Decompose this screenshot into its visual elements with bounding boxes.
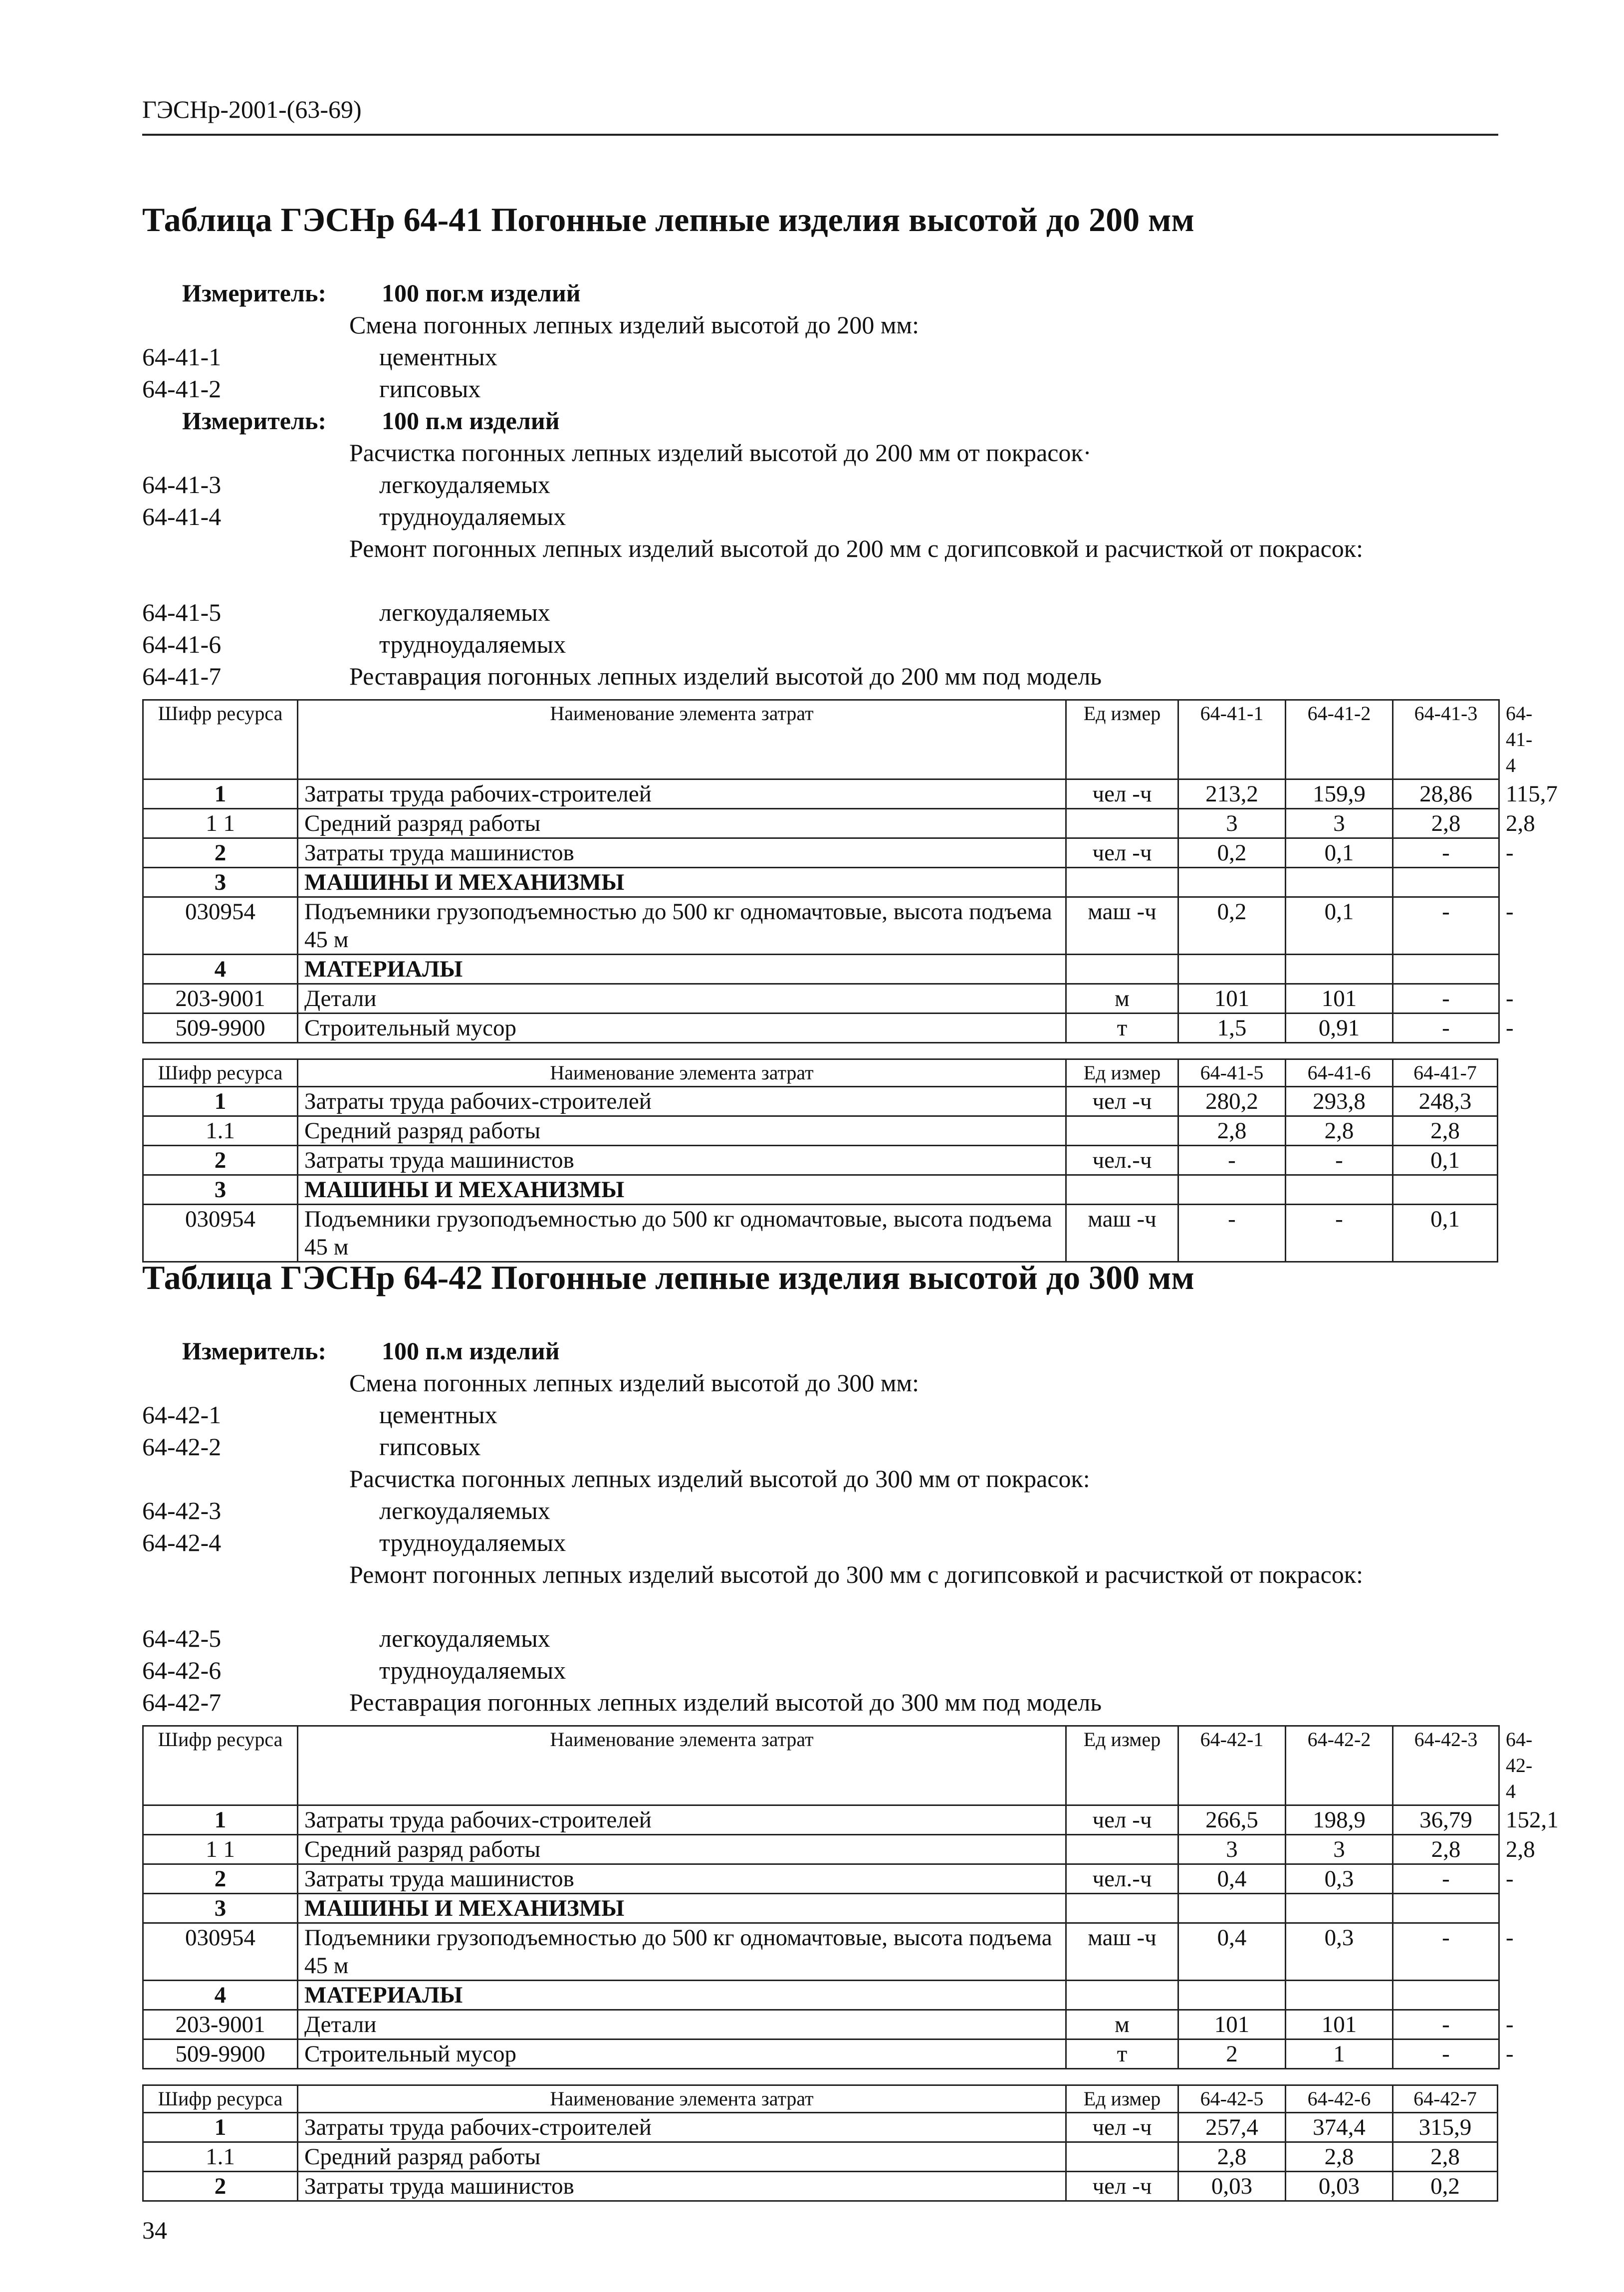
cell: [1066, 809, 1178, 838]
cell: 0,4: [1178, 1864, 1286, 1894]
cell: чел -ч: [1066, 1805, 1178, 1835]
group-title-line: [142, 1463, 1498, 1495]
cell: Подъемники грузоподъемностью до 500 кг одномачтовые, высота подъема 45 м: [298, 1205, 1066, 1262]
cell: 257,4: [1178, 2113, 1286, 2142]
table-row: [143, 1894, 1499, 1923]
cell: 1 1: [143, 1835, 298, 1864]
cell: [1286, 1175, 1393, 1205]
cell: 2,8: [1286, 2142, 1393, 2172]
cell: м: [1066, 984, 1178, 1014]
work-item: [142, 1686, 1498, 1718]
table-row: [143, 1205, 1498, 1262]
header-rule: [142, 134, 1498, 136]
cell: МАШИНЫ И МЕХАНИЗМЫ: [298, 868, 1066, 897]
group-title: Ремонт погонных лепных изделий высотой до 300 мм с догипсовкой и расчисткой от покрасок:: [349, 1560, 1363, 1588]
item-code: 64-42-6: [142, 1656, 222, 1684]
cell: -: [1393, 984, 1499, 1014]
cell: чел -ч: [1066, 1087, 1178, 1116]
measure-value: 100 пог.м изделий: [382, 279, 581, 307]
item-code: 64-41-4: [142, 503, 222, 530]
work-item: [142, 469, 1498, 501]
header-cell: Наименование элемента затрат: [298, 1059, 1066, 1087]
cell: 0,4: [1178, 1923, 1286, 1981]
header-cell: 64-41-3: [1393, 700, 1499, 779]
item-text: гипсовых: [379, 1433, 481, 1461]
cell: -: [1286, 1205, 1393, 1262]
cell: м: [1066, 2010, 1178, 2039]
cell: 101: [1178, 984, 1286, 1014]
header-cell: 64-42-7: [1393, 2085, 1498, 2113]
cell: 0,3: [1286, 1864, 1393, 1894]
work-item: [142, 373, 1498, 405]
cell: 0,2: [1393, 2172, 1498, 2201]
header-cell: Шифр ресурса: [143, 1726, 298, 1805]
cell: 509-9900: [143, 2039, 298, 2069]
table-header-row: Шифр ресурса Наименование элемента затрат Ед измер 64-42-1 64-42-2 64-42-3 64-42-4: [143, 1726, 1499, 1805]
table-row: 1 Затраты труда рабочих-строителей чел -ч 266,5 198,9 36,79 152,1: [143, 1805, 1499, 1835]
cell: [1178, 868, 1286, 897]
cell: 1 1: [143, 809, 298, 838]
header-cell: Наименование элемента затрат: [298, 1726, 1066, 1805]
cell: чел -ч: [1066, 779, 1178, 809]
item-code: 64-42-1: [142, 1401, 222, 1429]
cell: 203-9001: [143, 2010, 298, 2039]
cell: 0,3: [1286, 1923, 1393, 1981]
header-cell: Ед измер: [1066, 1059, 1178, 1087]
cell: 4: [143, 1981, 298, 2010]
cell: 3: [1286, 1835, 1393, 1864]
header-cell: 64-41-5: [1178, 1059, 1286, 1087]
cell: [1393, 955, 1499, 984]
cell: [1066, 1981, 1178, 2010]
cell: 0,2: [1178, 838, 1286, 868]
item-code: 64-41-5: [142, 598, 222, 626]
header-cell: 64-41-6: [1286, 1059, 1393, 1087]
item-code: 64-42-3: [142, 1497, 222, 1525]
item-text: цементных: [379, 343, 497, 371]
header-cell: Ед измер: [1066, 700, 1178, 779]
cell: 1: [143, 2113, 298, 2142]
header-cell: 64-42-1: [1178, 1726, 1286, 1805]
work-item: [142, 1654, 1498, 1686]
item-text: легкоудаляемых: [379, 1497, 550, 1525]
header-cell: 64-41-7: [1393, 1059, 1498, 1087]
cell: 1: [1286, 2039, 1393, 2069]
table-row: 1 1 Средний разряд работы 3 3 2,8 2,8: [143, 809, 1499, 838]
item-text: трудноудаляемых: [379, 1528, 566, 1556]
table-row: 203-9001 Детали м 101 101 - -: [143, 2010, 1499, 2039]
cell: -: [1393, 838, 1499, 868]
work-item: [142, 1527, 1498, 1558]
work-item: [142, 660, 1498, 692]
item-code: 64-42-7: [142, 1688, 222, 1716]
cell: Детали: [298, 984, 1066, 1014]
header-cell: 64-42-2: [1286, 1726, 1393, 1805]
item-text: трудноудаляемых: [379, 630, 566, 658]
cell: [1393, 1175, 1498, 1205]
document-code-header: ГЭСНр-2001-(63-69): [142, 95, 362, 123]
cell: маш -ч: [1066, 1923, 1178, 1981]
table-row: [143, 955, 1499, 984]
measure-line: [142, 277, 1498, 309]
cell: [1178, 955, 1286, 984]
table-header-row: Шифр ресурса Наименование элемента затрат Ед измер 64-41-1 64-41-2 64-41-3 64-41-4: [143, 700, 1499, 779]
cell: -: [1393, 2039, 1499, 2069]
measure-value: 100 п.м изделий: [382, 1337, 560, 1365]
cell: Средний разряд работы: [298, 1835, 1066, 1864]
cell: 1: [143, 1805, 298, 1835]
cell: 2,8: [1393, 1116, 1498, 1146]
section-title: Таблица ГЭСНр 64-41 Погонные лепные изделия высотой до 200 мм: [142, 201, 1194, 239]
cell: 315,9: [1393, 2113, 1498, 2142]
cell: [1178, 1894, 1286, 1923]
cell: 2: [143, 1146, 298, 1175]
work-item: [142, 1622, 1498, 1654]
item-text: легкоудаляемых: [379, 598, 550, 626]
group-title: Расчистка погонных лепных изделий высотой до 300 мм от покрасок:: [349, 1465, 1090, 1493]
cell: маш -ч: [1066, 897, 1178, 955]
cell: 4: [143, 955, 298, 984]
cell: [1393, 868, 1499, 897]
cell: 3: [1178, 809, 1286, 838]
cell: [1066, 2142, 1178, 2172]
table-row: [143, 1146, 1498, 1175]
table-row: [143, 1175, 1498, 1205]
cell: 374,4: [1286, 2113, 1393, 2142]
cell: 2,8: [1393, 809, 1499, 838]
work-list: [142, 1335, 1498, 1718]
item-code: 64-41-2: [142, 375, 222, 403]
item-code: 64-41-6: [142, 630, 222, 658]
cell: [1286, 868, 1393, 897]
item-text: гипсовых: [379, 375, 481, 403]
cell: 2: [1178, 2039, 1286, 2069]
section-64-41: [142, 197, 1558, 1263]
cell: чел -ч: [1066, 838, 1178, 868]
cell: 0,1: [1286, 838, 1393, 868]
cell: маш -ч: [1066, 1205, 1178, 1262]
table-row: 1 1 Средний разряд работы 3 3 2,8 2,8: [143, 1835, 1499, 1864]
cell: 280,2: [1178, 1087, 1286, 1116]
group-title: Расчистка погонных лепных изделий высотой до 200 мм от покрасок·: [349, 439, 1092, 467]
cell: 101: [1286, 2010, 1393, 2039]
header-cell: 64-42-3: [1393, 1726, 1499, 1805]
cell: 1.1: [143, 1116, 298, 1146]
group-title-line: [142, 532, 1498, 596]
item-code: 64-41-1: [142, 343, 222, 371]
item-text: цементных: [379, 1401, 497, 1429]
cell: 0,2: [1178, 897, 1286, 955]
cell: 0,1: [1393, 1146, 1498, 1175]
table-row: 2 Затраты труда машинистов чел.-ч 0,4 0,3 - -: [143, 1864, 1499, 1894]
cell: Затраты труда рабочих-строителей: [298, 1087, 1066, 1116]
cell: Затраты труда рабочих-строителей: [298, 1805, 1066, 1835]
cell: 2,8: [1393, 2142, 1498, 2172]
header-cell: Ед измер: [1066, 2085, 1178, 2113]
cell: 3: [1286, 809, 1393, 838]
cell: 2,8: [1393, 1835, 1499, 1864]
table-row: 030954 Подъемники грузоподъемностью до 500 кг одномачтовые, высота подъема 45 м маш -ч 0,2 0,1 - -: [143, 897, 1499, 955]
cell: 293,8: [1286, 1087, 1393, 1116]
cell: 36,79: [1393, 1805, 1499, 1835]
work-item: [142, 1495, 1498, 1527]
table-row: [143, 2113, 1498, 2142]
cell: 3: [143, 868, 298, 897]
cell: 248,3: [1393, 1087, 1498, 1116]
cell: т: [1066, 2039, 1178, 2069]
cell: Подъемники грузоподъемностью до 500 кг одномачтовые, высота подъема 45 м: [298, 1923, 1066, 1981]
cell: [1393, 1894, 1499, 1923]
measure-label: Измеритель:: [182, 1337, 327, 1365]
table-row: [143, 1981, 1499, 2010]
cell: 159,9: [1286, 779, 1393, 809]
item-code: 64-42-4: [142, 1528, 222, 1556]
header-cell: 64-42-5: [1178, 2085, 1286, 2113]
work-item: [142, 501, 1498, 532]
cell: МАШИНЫ И МЕХАНИЗМЫ: [298, 1894, 1066, 1923]
cell: Строительный мусор: [298, 2039, 1066, 2069]
cell: 030954: [143, 1923, 298, 1981]
item-code: 64-41-3: [142, 471, 222, 499]
cell: 2: [143, 1864, 298, 1894]
cell: 2,8: [1286, 1116, 1393, 1146]
work-item: [142, 1431, 1498, 1463]
cell: [1393, 1981, 1499, 2010]
header-cell: 64-41-1: [1178, 700, 1286, 779]
cell: МАТЕРИАЛЫ: [298, 955, 1066, 984]
cell: 213,2: [1178, 779, 1286, 809]
group-title: Смена погонных лепных изделий высотой до 300 мм:: [349, 1369, 920, 1397]
cell: Средний разряд работы: [298, 1116, 1066, 1146]
cell: 101: [1178, 2010, 1286, 2039]
header-cell: Шифр ресурса: [143, 1059, 298, 1087]
cell: -: [1393, 1923, 1499, 1981]
item-text: Реставрация погонных лепных изделий высотой до 300 мм под модель: [349, 1688, 1102, 1716]
measure-label: Измеритель:: [182, 407, 327, 435]
cell: -: [1393, 1014, 1499, 1043]
cell: 0,91: [1286, 1014, 1393, 1043]
table-header-row: [143, 2085, 1498, 2113]
table-row: 1 Затраты труда рабочих-строителей чел -ч 213,2 159,9 28,86 115,7: [143, 779, 1499, 809]
table-row: 030954 Подъемники грузоподъемностью до 500 кг одномачтовые, высота подъема 45 м маш -ч 0,4 0,3 - -: [143, 1923, 1499, 1981]
cell: чел.-ч: [1066, 1146, 1178, 1175]
cell: [1066, 868, 1178, 897]
cell: 0,1: [1393, 1205, 1498, 1262]
cell: [1066, 1175, 1178, 1205]
cell: 0,03: [1178, 2172, 1286, 2201]
work-item: [142, 596, 1498, 628]
table-row: 509-9900 Строительный мусор т 2 1 - -: [143, 2039, 1499, 2069]
section-64-42: [142, 1255, 1559, 2202]
work-list: [142, 277, 1498, 692]
header-cell: Шифр ресурса: [143, 700, 298, 779]
cell: 509-9900: [143, 1014, 298, 1043]
cell: Детали: [298, 2010, 1066, 2039]
cell: Затраты труда рабочих-строителей: [298, 779, 1066, 809]
cell: 2: [143, 838, 298, 868]
measure-label: Измеритель:: [182, 279, 327, 307]
item-text: трудноудаляемых: [379, 503, 566, 530]
cell: -: [1178, 1205, 1286, 1262]
item-text: Реставрация погонных лепных изделий высотой до 200 мм под модель: [349, 662, 1102, 690]
cell: Средний разряд работы: [298, 809, 1066, 838]
cell: Затраты труда машинистов: [298, 838, 1066, 868]
cell: 1: [143, 779, 298, 809]
cell: 030954: [143, 1205, 298, 1262]
page-number: 34: [142, 2216, 167, 2244]
measure-value: 100 п.м изделий: [382, 407, 560, 435]
resource-table: [142, 1058, 1498, 1263]
cell: Затраты труда рабочих-строителей: [298, 2113, 1066, 2142]
cell: чел.-ч: [1066, 1864, 1178, 1894]
header-cell: Наименование элемента затрат: [298, 2085, 1066, 2113]
cell: 0,1: [1286, 897, 1393, 955]
cell: 3: [1178, 1835, 1286, 1864]
table-row: 509-9900 Строительный мусор т 1,5 0,91 - -: [143, 1014, 1499, 1043]
group-title-line: [142, 309, 1498, 341]
cell: 1.1: [143, 2142, 298, 2172]
cell: МАШИНЫ И МЕХАНИЗМЫ: [298, 1175, 1066, 1205]
cell: 3: [143, 1894, 298, 1923]
cell: -: [1178, 1146, 1286, 1175]
cell: чел -ч: [1066, 2172, 1178, 2201]
cell: 2,8: [1178, 1116, 1286, 1146]
cell: [1286, 1981, 1393, 2010]
cell: 28,86: [1393, 779, 1499, 809]
measure-line: [142, 405, 1498, 437]
cell: чел -ч: [1066, 2113, 1178, 2142]
section-title: Таблица ГЭСНр 64-42 Погонные лепные изделия высотой до 300 мм: [142, 1259, 1194, 1296]
cell: 101: [1286, 984, 1393, 1014]
header-cell: 64-41-2: [1286, 700, 1393, 779]
table-row: [143, 2142, 1498, 2172]
table-row: [143, 868, 1499, 897]
cell: Средний разряд работы: [298, 2142, 1066, 2172]
cell: [1286, 955, 1393, 984]
resource-table: [142, 699, 1558, 1043]
cell: 1: [143, 1087, 298, 1116]
table-header-row: [143, 1059, 1498, 1087]
measure-line: [142, 1335, 1498, 1367]
item-text: трудноудаляемых: [379, 1656, 566, 1684]
item-code: 64-41-7: [142, 662, 222, 690]
group-title-line: [142, 1367, 1498, 1399]
cell: -: [1393, 1864, 1499, 1894]
cell: 3: [143, 1175, 298, 1205]
cell: 0,03: [1286, 2172, 1393, 2201]
cell: 2,8: [1178, 2142, 1286, 2172]
cell: 1,5: [1178, 1014, 1286, 1043]
cell: [1178, 1175, 1286, 1205]
item-code: 64-42-5: [142, 1624, 222, 1652]
group-title-line: [142, 437, 1498, 469]
header-cell: Шифр ресурса: [143, 2085, 298, 2113]
work-item: [142, 341, 1498, 373]
item-code: 64-42-2: [142, 1433, 222, 1461]
cell: -: [1286, 1146, 1393, 1175]
cell: [1066, 1894, 1178, 1923]
cell: 030954: [143, 897, 298, 955]
table-row: 203-9001 Детали м 101 101 - -: [143, 984, 1499, 1014]
cell: МАТЕРИАЛЫ: [298, 1981, 1066, 2010]
cell: [1066, 955, 1178, 984]
header-cell: Ед измер: [1066, 1726, 1178, 1805]
header-cell: Наименование элемента затрат: [298, 700, 1066, 779]
cell: [1286, 1894, 1393, 1923]
table-row: [143, 1116, 1498, 1146]
cell: Затраты труда машинистов: [298, 1864, 1066, 1894]
cell: [1066, 1835, 1178, 1864]
cell: 198,9: [1286, 1805, 1393, 1835]
cell: Строительный мусор: [298, 1014, 1066, 1043]
cell: 2: [143, 2172, 298, 2201]
cell: [1178, 1981, 1286, 2010]
cell: 203-9001: [143, 984, 298, 1014]
resource-table: [142, 1725, 1559, 2069]
table-row: 2 Затраты труда машинистов чел -ч 0,2 0,1 - -: [143, 838, 1499, 868]
item-text: легкоудаляемых: [379, 1624, 550, 1652]
work-item: [142, 1399, 1498, 1431]
cell: Подъемники грузоподъемностью до 500 кг одномачтовые, высота подъема 45 м: [298, 897, 1066, 955]
group-title: Ремонт погонных лепных изделий высотой до 200 мм с догипсовкой и расчисткой от покрасок:: [349, 534, 1363, 562]
item-text: легкоудаляемых: [379, 471, 550, 499]
resource-table: [142, 2084, 1498, 2202]
table-row: [143, 1087, 1498, 1116]
group-title-line: [142, 1558, 1498, 1622]
table-row: [143, 2172, 1498, 2201]
cell: -: [1393, 2010, 1499, 2039]
cell: 266,5: [1178, 1805, 1286, 1835]
cell: [1066, 1116, 1178, 1146]
cell: -: [1393, 897, 1499, 955]
group-title: Смена погонных лепных изделий высотой до 200 мм:: [349, 311, 920, 339]
work-item: [142, 628, 1498, 660]
cell: Затраты труда машинистов: [298, 1146, 1066, 1175]
cell: т: [1066, 1014, 1178, 1043]
header-cell: 64-42-6: [1286, 2085, 1393, 2113]
cell: Затраты труда машинистов: [298, 2172, 1066, 2201]
